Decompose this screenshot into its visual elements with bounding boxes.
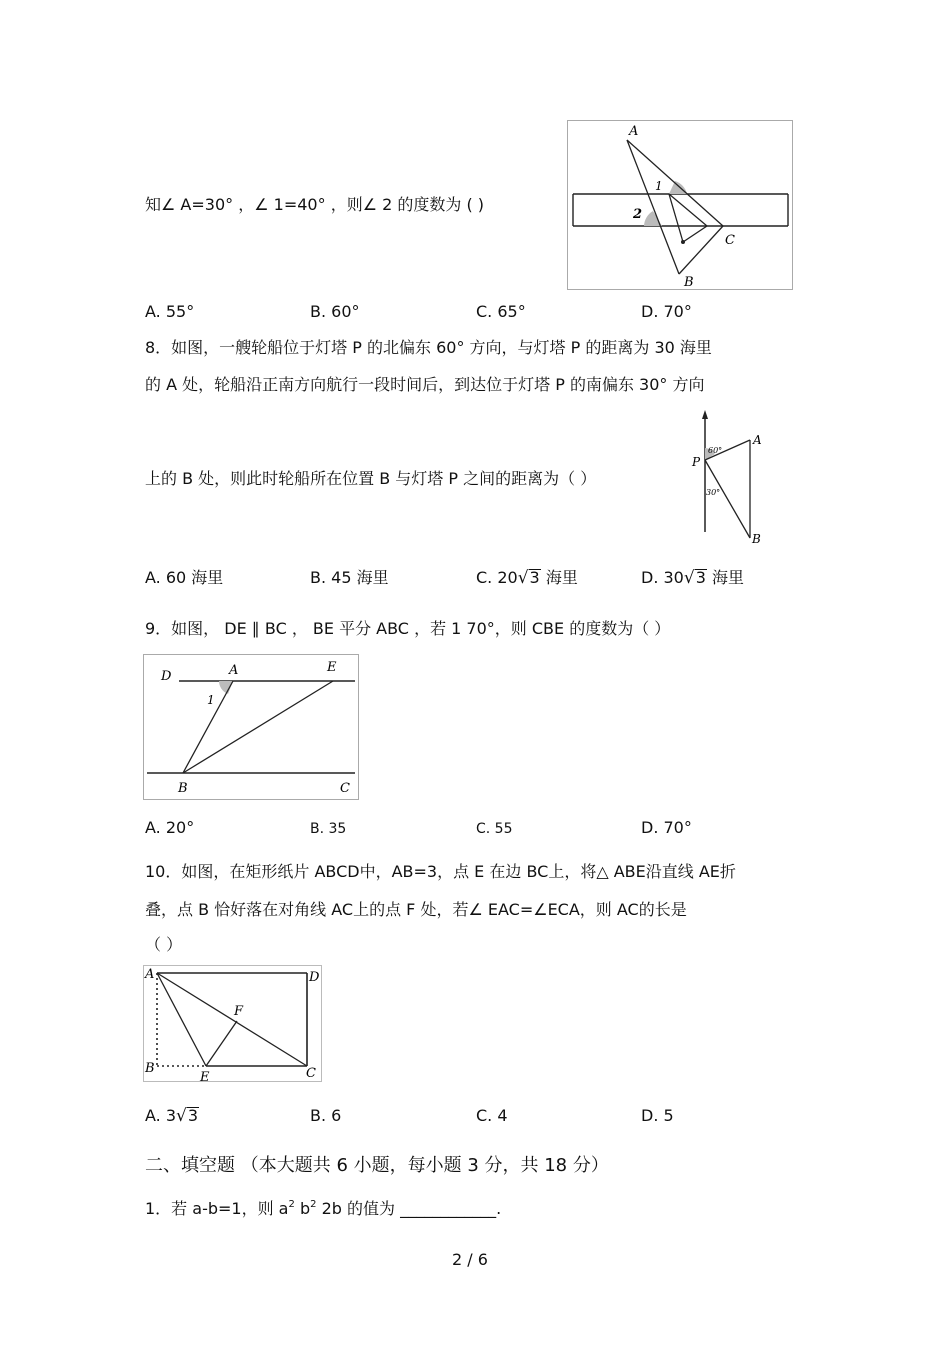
q8-option-b: B. 45 海里 bbox=[310, 568, 389, 587]
q8-label-p: P bbox=[692, 455, 701, 469]
q8-line1: 8．如图，一艘轮船位于灯塔 P 的北偏东 60° 方向，与灯塔 P 的距离为 30 海里 bbox=[145, 338, 712, 357]
q9-option-d: D. 70° bbox=[641, 818, 692, 837]
q9-label-1: 1 bbox=[207, 693, 215, 707]
q10-label-e: E bbox=[200, 1070, 210, 1083]
q10-option-d: D. 5 bbox=[641, 1106, 674, 1125]
q8-line2: 的 A 处，轮船沿正南方向航行一段时间后，到达位于灯塔 P 的南偏东 30° 方向 bbox=[145, 375, 705, 394]
q9-figure bbox=[143, 654, 359, 800]
q9-option-c: C. 55 bbox=[476, 821, 513, 837]
q7-option-c: C. 65° bbox=[476, 302, 526, 321]
q8-label-b: B bbox=[752, 532, 761, 546]
q10-option-c: C. 4 bbox=[476, 1106, 508, 1125]
q10-option-a: A. 3√3 bbox=[145, 1106, 199, 1126]
q7-figure bbox=[567, 120, 793, 290]
q8-figure bbox=[688, 408, 768, 548]
q7-option-b: B. 60° bbox=[310, 302, 360, 321]
q9-label-c: C bbox=[340, 781, 350, 796]
q8-label-a: A bbox=[753, 433, 762, 447]
q10-label-c: C bbox=[306, 1066, 316, 1081]
q10-figure bbox=[143, 965, 323, 1083]
q10-label-a: A bbox=[145, 967, 155, 982]
q8-option-c: C. 20√3 海里 bbox=[476, 568, 578, 588]
q9-text: 9．如图， DE ∥ BC ， BE 平分 ABC ，若 1 70°，则 CBE 的度数为（ ） bbox=[145, 619, 671, 638]
q7-label-b: B bbox=[684, 275, 694, 290]
q7-label-a: A bbox=[629, 124, 639, 139]
q7-label-c: C bbox=[725, 233, 735, 248]
page-number: 2 / 6 bbox=[452, 1250, 488, 1269]
q7-text: 知∠ A=30° ，∠ 1=40° ，则∠ 2 的度数为 ( ) bbox=[145, 195, 485, 214]
q10-label-f: F bbox=[234, 1004, 244, 1019]
q10-option-b: B. 6 bbox=[310, 1106, 342, 1125]
q8-option-d: D. 30√3 海里 bbox=[641, 568, 744, 588]
q7-label-2: 2 bbox=[633, 207, 643, 222]
q9-label-b: B bbox=[178, 781, 188, 796]
q8-option-a: A. 60 海里 bbox=[145, 568, 224, 587]
q7-label-1: 1 bbox=[655, 179, 663, 193]
q9-label-d: D bbox=[161, 669, 172, 684]
q10-line3: （ ） bbox=[145, 935, 183, 954]
q10-label-b: B bbox=[145, 1061, 155, 1076]
q9-option-a: A. 20° bbox=[145, 818, 195, 837]
q9-label-e: E bbox=[327, 660, 337, 675]
q10-label-d: D bbox=[309, 970, 320, 985]
q8-line3: 上的 B 处，则此时轮船所在位置 B 与灯塔 P 之间的距离为（ ） bbox=[145, 469, 597, 488]
q10-line2: 叠，点 B 恰好落在对角线 AC上的点 F 处，若∠ EAC=∠ECA，则 AC的长是 bbox=[145, 900, 687, 919]
q8-label-30: 30° bbox=[706, 488, 721, 497]
q10-line1: 10．如图，在矩形纸片 ABCD中，AB=3，点 E 在边 BC上，将△ ABE沿直线 AE折 bbox=[145, 862, 736, 881]
q9-label-a: A bbox=[229, 663, 239, 678]
q9-option-b: B. 35 bbox=[310, 821, 347, 837]
section-title: 二、填空题 （本大题共 6 小题，每小题 3 分，共 18 分） bbox=[145, 1155, 609, 1176]
q7-option-d: D. 70° bbox=[641, 302, 692, 321]
fill-question-1: 1．若 a-b=1，则 $a^2$ $b^2$ 2b 的值为 ____________. bbox=[145, 1199, 502, 1218]
q7-option-a: A. 55° bbox=[145, 302, 195, 321]
q8-label-60: 60° bbox=[708, 446, 723, 455]
